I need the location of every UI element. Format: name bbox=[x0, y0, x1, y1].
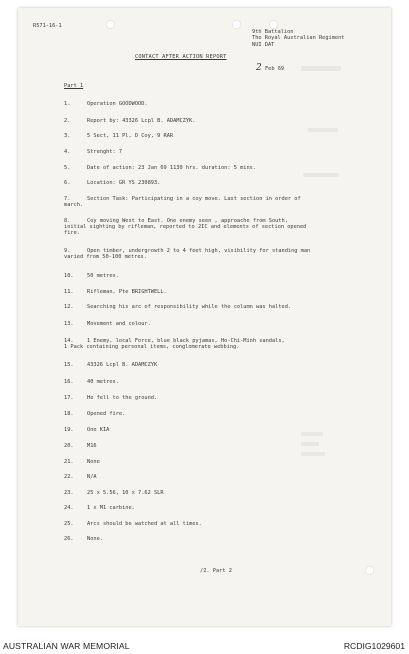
item-number: 25. bbox=[64, 521, 74, 527]
item-text: 5 Sect, 11 Pl, D Coy, 9 RAR bbox=[87, 133, 174, 139]
unit-line: NUI DAT bbox=[252, 41, 275, 48]
bleed-through-mark bbox=[303, 173, 339, 177]
item-text: None bbox=[87, 459, 100, 465]
item-text: Open timber, undergrowth 2 to 4 feet high, visibility for standing man bbox=[87, 248, 311, 254]
report-date bbox=[256, 65, 284, 72]
unit-line: 9th Battalion bbox=[252, 29, 294, 35]
punch-hole-right bbox=[269, 20, 278, 29]
item-text: Date of action: 23 Jan 69 1130 hrs. duration: 5 mins. bbox=[87, 165, 257, 171]
item-number: 17. bbox=[64, 395, 74, 401]
punch-hole-middle bbox=[232, 20, 241, 29]
item-text: One KIA bbox=[87, 427, 110, 433]
item-number: 24. bbox=[64, 505, 74, 511]
bleed-through-mark bbox=[301, 66, 341, 71]
item-text: Rifleman, Pte BRIGHTWELL. bbox=[87, 289, 167, 295]
item-text: N/A bbox=[87, 474, 97, 480]
item-text: He fell to the ground. bbox=[87, 395, 158, 401]
item-text: Section Task: Participating in a coy move. Last section in order of bbox=[87, 196, 301, 202]
punch-hole-left bbox=[106, 20, 115, 29]
bleed-through-mark bbox=[301, 452, 325, 456]
item-text: 1 x M1 carbine. bbox=[87, 505, 135, 511]
item-text: Coy moving West to East. One enemy seen , approache from South, bbox=[87, 218, 288, 224]
item-text: Location: GR YS 230893. bbox=[87, 180, 161, 186]
item-number: 2. bbox=[64, 118, 71, 124]
item-text-continued: initial sighting by rifleman, reported to 2IC and elements of section opened bbox=[64, 224, 307, 231]
part-heading: Part 1 bbox=[64, 83, 84, 89]
archive-name: AUSTRALIAN WAR MEMORIAL bbox=[3, 641, 130, 651]
item-number: 26. bbox=[64, 536, 74, 542]
item-text: 1 Enemy, local Force, blue black pyjamas, Ho-Chi-Minh sandals, bbox=[87, 338, 285, 344]
item-text: M16 bbox=[87, 443, 97, 449]
item-text: 50 metres. bbox=[87, 273, 119, 279]
item-text: Searching his arc of responsibility while the column was halted. bbox=[87, 304, 292, 310]
handwritten-day: 2 bbox=[256, 63, 262, 73]
bleed-through-mark bbox=[308, 128, 338, 132]
item-number: 6. bbox=[64, 180, 71, 186]
item-number: 23. bbox=[64, 490, 74, 496]
document-page bbox=[18, 8, 391, 626]
date-month-year: Feb 69 bbox=[264, 66, 285, 72]
item-number: 7. bbox=[64, 196, 71, 202]
item-text: Operation GOODWOOD. bbox=[87, 101, 148, 107]
item-number: 15. bbox=[64, 362, 74, 368]
item-text: 43326 Lcpl B. ADAMCZYK bbox=[87, 362, 158, 368]
item-number: 11. bbox=[64, 289, 74, 295]
item-text: 40 metres. bbox=[87, 379, 119, 385]
item-number: 12. bbox=[64, 304, 74, 310]
item-text: Movement and colour. bbox=[87, 321, 151, 327]
file-reference: R571-16-1 bbox=[33, 23, 62, 29]
item-number: 18. bbox=[64, 411, 74, 417]
item-number: 14. bbox=[64, 338, 74, 344]
item-number: 3. bbox=[64, 133, 71, 139]
unit-address bbox=[252, 29, 344, 48]
item-number: 16. bbox=[64, 379, 74, 385]
archive-caption bbox=[0, 634, 409, 654]
item-number: 13. bbox=[64, 321, 74, 327]
item-number: 9. bbox=[64, 248, 71, 254]
item-text: Strenght: 7 bbox=[87, 149, 123, 155]
unit-line: The Royal Australian Regiment bbox=[252, 35, 345, 42]
item-number: 1. bbox=[64, 101, 71, 107]
item-number: 21. bbox=[64, 459, 74, 465]
item-number: 22. bbox=[64, 474, 74, 480]
document-title: CONTACT AFTER ACTION REPORT bbox=[135, 54, 227, 60]
item-text-continued: varied from 50-100 metres. bbox=[64, 254, 147, 261]
item-number: 10. bbox=[64, 273, 74, 279]
item-text-continued: 1 Pack containing personal items, conglomerate webbing. bbox=[64, 344, 240, 351]
item-text: Arcs should be watched at all times. bbox=[87, 521, 202, 527]
item-text-continued: march. bbox=[64, 202, 84, 209]
item-number: 4. bbox=[64, 149, 71, 155]
item-number: 20. bbox=[64, 443, 74, 449]
punch-hole-side bbox=[365, 566, 374, 575]
item-number: 8. bbox=[64, 218, 71, 224]
item-text: Opened fire. bbox=[87, 411, 126, 417]
item-number: 5. bbox=[64, 165, 71, 171]
item-text: Report by: 43326 Lcpl B. ADAMCZYK. bbox=[87, 118, 196, 124]
item-text: None. bbox=[87, 536, 103, 542]
continuation-note: /2. Part 2 bbox=[200, 568, 232, 574]
item-number: 19. bbox=[64, 427, 74, 433]
item-text: 25 x 5.56, 10 x 7.62 SLR bbox=[87, 490, 164, 496]
item-text-continued: fire. bbox=[64, 230, 80, 237]
record-id: RCDIG1029601 bbox=[343, 641, 405, 651]
